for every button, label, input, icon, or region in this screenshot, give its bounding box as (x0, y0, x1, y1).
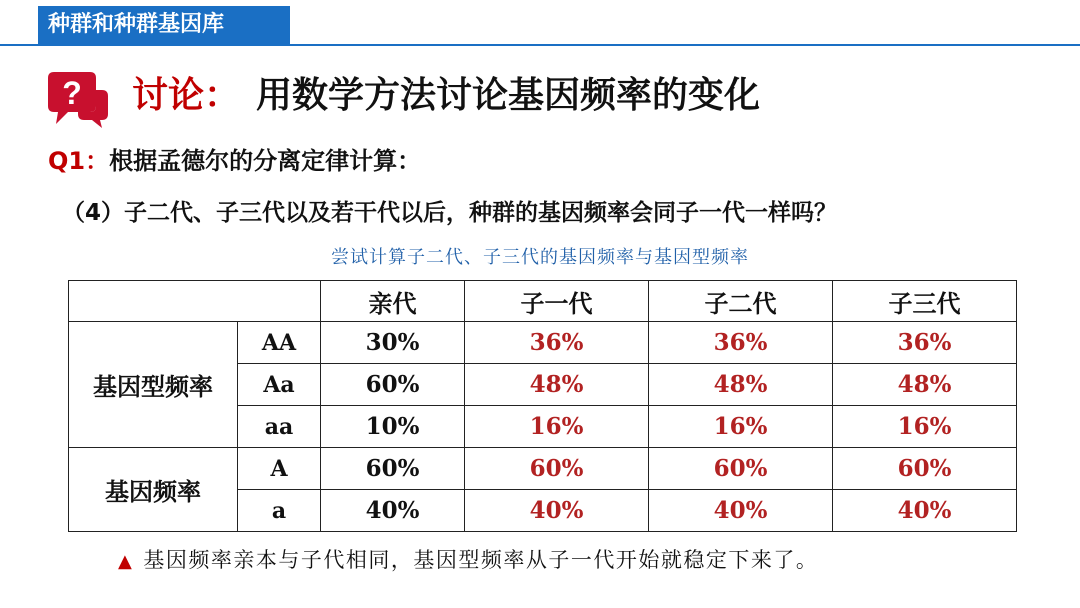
genotype-label: Aa (238, 364, 321, 406)
value-cell: 16% (649, 406, 833, 448)
question-text: 根据孟德尔的分离定律计算： (109, 147, 422, 175)
conclusion-note (118, 545, 818, 577)
value-cell: 36% (833, 322, 1017, 364)
corner-cell (69, 281, 321, 322)
value-cell: 10% (321, 406, 465, 448)
table-row (69, 322, 1017, 364)
svg-text:?: ? (62, 75, 82, 111)
value-cell: 48% (649, 364, 833, 406)
question-bubble-icon (44, 70, 110, 130)
banner-divider (0, 44, 1080, 46)
question-tag: Q1： (48, 147, 110, 175)
header-f2: 子二代 (649, 281, 833, 322)
group-label-allele: 基因频率 (69, 448, 238, 532)
banner-title: 种群和种群基因库 (48, 12, 225, 37)
value-cell: 48% (833, 364, 1017, 406)
table-row (69, 448, 1017, 490)
value-cell: 60% (321, 364, 465, 406)
allele-label: a (238, 490, 321, 532)
value-cell: 16% (833, 406, 1017, 448)
group-label-genotype: 基因型频率 (69, 322, 238, 448)
top-banner (0, 0, 1080, 50)
discussion-title: 用数学方法讨论基因频率的变化 (256, 75, 761, 116)
header-f1: 子一代 (465, 281, 649, 322)
value-cell: 60% (321, 448, 465, 490)
value-cell: 30% (321, 322, 465, 364)
value-cell: 40% (833, 490, 1017, 532)
header-f3: 子三代 (833, 281, 1017, 322)
value-cell: 40% (465, 490, 649, 532)
header-parent: 亲代 (321, 281, 465, 322)
value-cell: 16% (465, 406, 649, 448)
frequency-table (68, 280, 1017, 532)
allele-label: A (238, 448, 321, 490)
value-cell: 36% (649, 322, 833, 364)
question-line (48, 144, 421, 178)
value-cell: 60% (465, 448, 649, 490)
conclusion-text: 基因频率亲本与子代相同，基因型频率从子一代开始就稳定下来了。 (143, 548, 819, 572)
triangle-bullet-icon: ▲ (118, 551, 134, 572)
sub-question: （4）子二代、子三代以及若干代以后，种群的基因频率会同子一代一样吗？ (62, 200, 838, 226)
genotype-label: aa (238, 406, 321, 448)
genotype-label: AA (238, 322, 321, 364)
value-cell: 36% (465, 322, 649, 364)
value-cell: 40% (321, 490, 465, 532)
discussion-label: 讨论： (132, 75, 241, 116)
value-cell: 40% (649, 490, 833, 532)
value-cell: 60% (649, 448, 833, 490)
table-header-row (69, 281, 1017, 322)
value-cell: 60% (833, 448, 1017, 490)
value-cell: 48% (465, 364, 649, 406)
table-caption: 尝试计算子二代、子三代的基因频率与基因型频率 (331, 247, 749, 268)
